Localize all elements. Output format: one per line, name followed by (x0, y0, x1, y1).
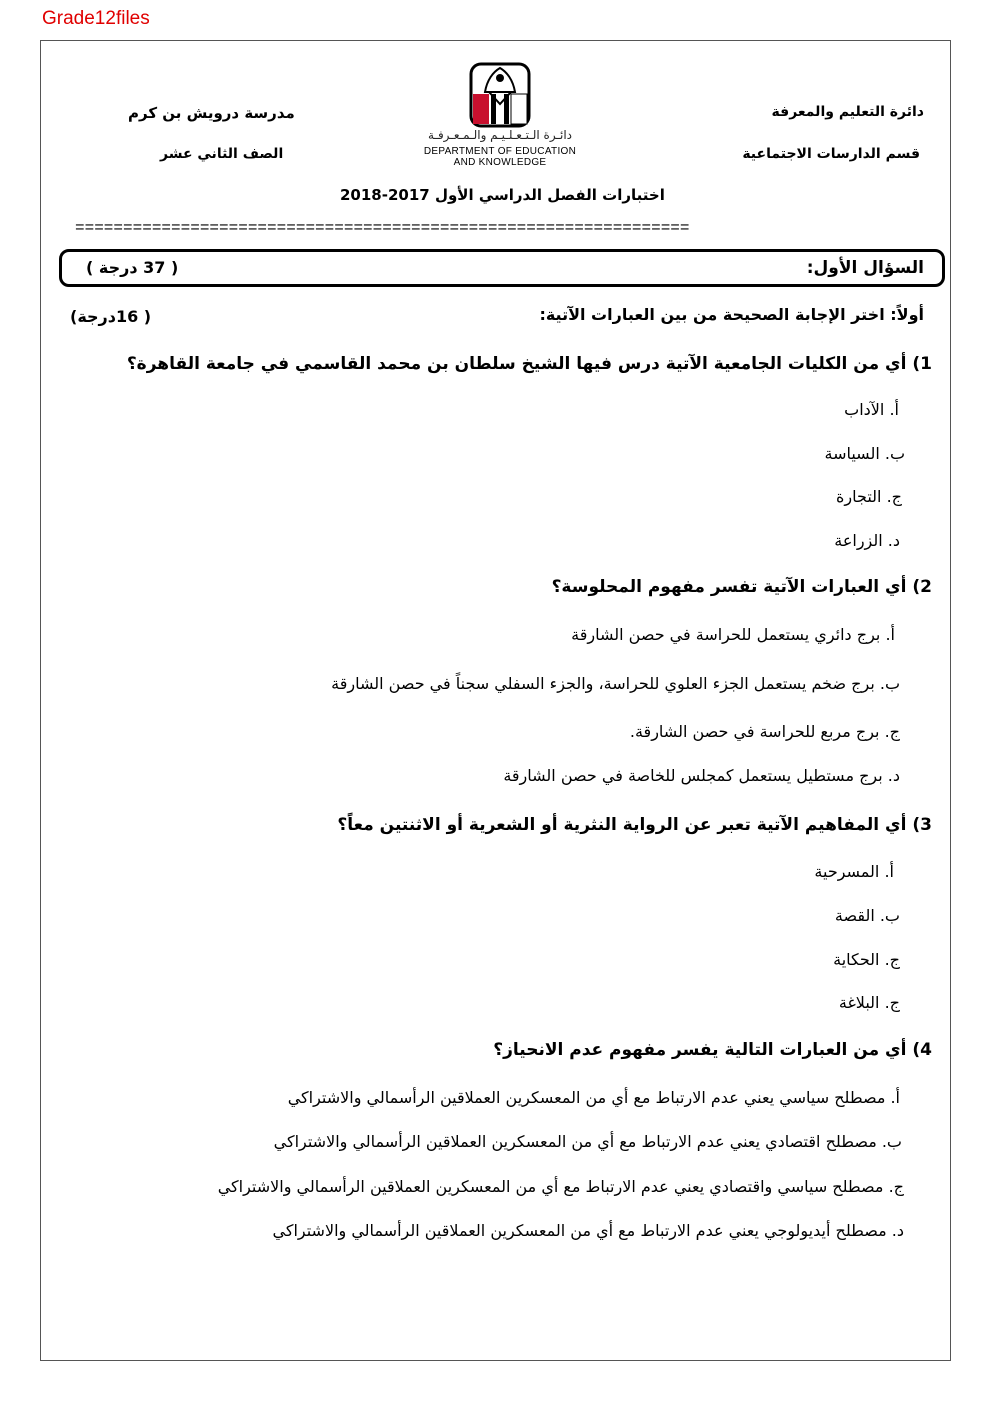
q2-option-d: د. برج مستطيل يستعمل كمجلس للخاصة في حصن الشارقة (503, 766, 900, 785)
q4-option-d: د. مصطلح أيديولوجي يعني عدم الارتباط مع أي من المعسكرين العملاقين الرأسمالي والاشتراكي (272, 1221, 904, 1240)
logo-text-arabic: دائـرة الـتـعـلـيـم والـمـعـرفـة (428, 128, 572, 142)
q1-option-d: د. الزراعة (834, 531, 900, 550)
school-name: مدرسة درويش بن كرم (128, 104, 295, 122)
department-name: دائرة التعليم والمعرفة (771, 104, 924, 120)
section-name: قسم الدارسات الاجتماعية (742, 146, 920, 162)
question-score: ( 37 درجة ) (86, 258, 179, 277)
question-text: أي من الكليات الجامعية الآتية درس فيها الشيخ سلطان بن محمد القاسمي في جامعة القاهرة؟ (126, 354, 907, 374)
q1-option-b: ب. السياسة (824, 444, 905, 463)
q3-option-a: أ. المسرحية (814, 862, 894, 881)
part1-score: ( 16درجة) (70, 307, 152, 326)
question-1 (127, 354, 932, 374)
q3-option-b: ب. القصة (834, 906, 900, 925)
question-number: 2) (912, 577, 932, 597)
q4-option-c: ج. مصطلح سياسي واقتصادي يعني عدم الارتباط مع أي من المعسكرين العملاقين الرأسمالي والاشتراكي (217, 1177, 904, 1196)
q3-option-c: ج. الحكاية (833, 950, 900, 969)
falcon-emblem-icon (465, 58, 535, 132)
question-text: أي من العبارات التالية يفسر مفهوم عدم الانحياز؟ (493, 1040, 907, 1060)
grade-label: الصف الثاني عشر (160, 146, 284, 162)
question-number: 1) (912, 354, 932, 374)
question-text: أي العبارات الآتية تفسر مفهوم المحلوسة؟ (551, 577, 907, 597)
logo-text-english-line2: AND KNOWLEDGE (453, 157, 547, 168)
question-number: 3) (912, 815, 932, 835)
q4-option-b: ب. مصطلح اقتصادي يعني عدم الارتباط مع أي من المعسكرين العملاقين الرأسمالي والاشتراكي (273, 1132, 902, 1151)
q2-option-a: أ. برج دائري يستعمل للحراسة في حصن الشارقة (571, 625, 895, 644)
q2-option-c: ج. برج مربع للحراسة في حصن الشارقة. (629, 722, 900, 741)
question-header-box (59, 249, 945, 287)
q2-option-b: ب. برج ضخم يستعمل الجزء العلوي للحراسة، والجزء السفلي سجناً في حصن الشارقة (331, 674, 900, 693)
question-2 (552, 577, 932, 597)
exam-title: اختبارات الفصل الدراسي الأول 2017-2018 (340, 186, 665, 204)
watermark: Grade12files (42, 8, 150, 29)
question-number: 4) (912, 1040, 932, 1060)
question-3 (337, 815, 932, 835)
separator-line: ================================================================ (75, 219, 690, 237)
q1-option-c: ج. التجارة (836, 487, 902, 506)
q4-option-a: أ. مصطلح سياسي يعني عدم الارتباط مع أي من المعسكرين العملاقين الرأسمالي والاشتراكي (287, 1088, 900, 1107)
question-4 (493, 1040, 932, 1060)
logo-text-english-line1: DEPARTMENT OF EDUCATION (423, 146, 577, 157)
q1-option-a: أ. الآداب (844, 400, 899, 419)
logo-text-english (400, 146, 600, 168)
question-title: السؤال الأول: (806, 258, 924, 278)
part1-instruction: أولاً: اختر الإجابة الصحيحة من بين العبارات الآتية: (539, 305, 924, 324)
q3-option-d: ج. البلاغة (838, 993, 900, 1012)
question-text: أي المفاهيم الآتية تعبر عن الرواية النثرية أو الشعرية أو الاثنتين معاً؟ (337, 815, 907, 835)
page-frame (40, 40, 951, 1361)
